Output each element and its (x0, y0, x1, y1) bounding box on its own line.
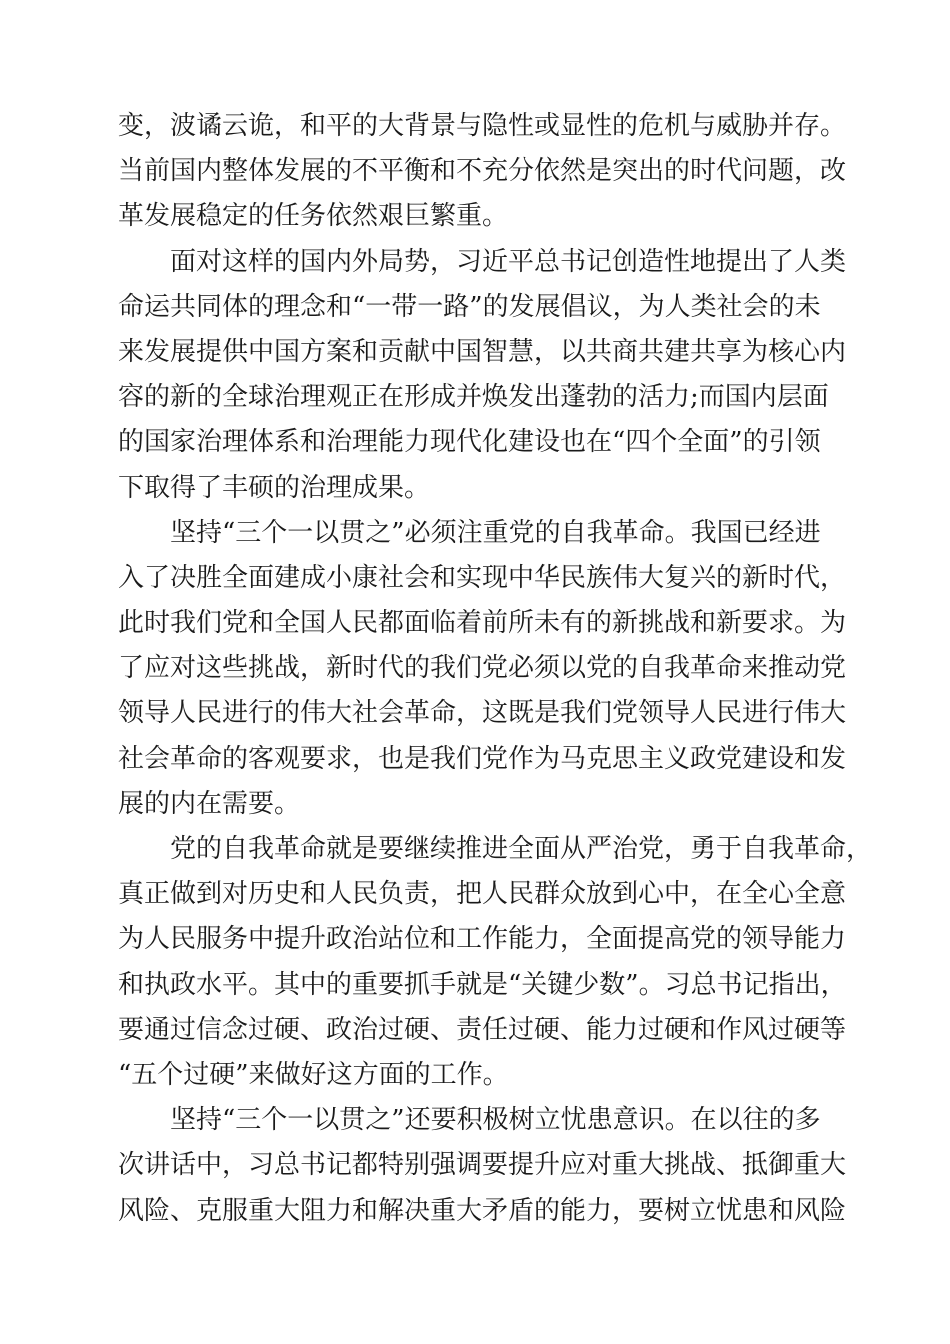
paragraph-5 (118, 1098, 847, 1234)
text-line: 真正做到对历史和人民负责，把人民群众放到心中，在全心全意 (118, 879, 847, 910)
text-line: 和执政水平。其中的重要抓手就是“关键少数”。习总书记指出， (118, 969, 847, 1000)
text-line: 来发展提供中国方案和贡献中国智慧，以共商共建共享为核心内 (118, 336, 847, 367)
body-text (118, 104, 873, 1234)
paragraph-3 (118, 511, 847, 827)
text-line: 社会革命的客观要求，也是我们党作为马克思主义政党建设和发 (118, 743, 847, 774)
text-line: 入了决胜全面建成小康社会和实现中华民族伟大复兴的新时代， (118, 562, 847, 593)
text-line: “五个过硬”来做好这方面的工作。 (118, 1059, 509, 1090)
text-line: 此时我们党和全国人民都面临着前所未有的新挑战和新要求。为 (118, 608, 847, 639)
text-line: 当前国内整体发展的不平衡和不充分依然是突出的时代问题，改 (118, 156, 847, 187)
paragraph-4 (118, 827, 873, 1098)
text-line: 展的内在需要。 (118, 788, 301, 819)
text-line: 为人民服务中提升政治站位和工作能力，全面提高党的领导能力 (118, 924, 847, 955)
text-line: 容的新的全球治理观正在形成并焕发出蓬勃的活力;而国内层面 (118, 382, 829, 413)
text-line: 次讲话中，习总书记都特别强调要提升应对重大挑战、抵御重大 (118, 1150, 847, 1181)
text-line: 党的自我革命就是要继续推进全面从严治党，勇于自我革命， (170, 834, 873, 864)
text-line: 命运共同体的理念和“一带一路”的发展倡议，为人类社会的未 (118, 291, 821, 322)
text-line: 要通过信念过硬、政治过硬、责任过硬、能力过硬和作风过硬等 (118, 1014, 847, 1045)
paragraph-2 (118, 240, 847, 511)
text-line: 的国家治理体系和治理能力现代化建设也在“四个全面”的引领 (118, 427, 821, 458)
text-line: 坚持“三个一以贯之”还要积极树立忧患意识。在以往的多 (170, 1105, 821, 1136)
text-line: 领导人民进行的伟大社会革命，这既是我们党领导人民进行伟大 (118, 698, 847, 729)
paragraph-1 (118, 104, 847, 240)
text-line: 下取得了丰硕的治理成果。 (118, 472, 431, 503)
text-line: 风险、克服重大阻力和解决重大矛盾的能力，要树立忧患和风险 (118, 1195, 847, 1226)
text-line: 了应对这些挑战，新时代的我们党必须以党的自我革命来推动党 (118, 653, 847, 684)
text-line: 坚持“三个一以贯之”必须注重党的自我革命。我国已经进 (170, 517, 821, 548)
text-line: 面对这样的国内外局势，习近平总书记创造性地提出了人类 (170, 246, 847, 277)
text-line: 革发展稳定的任务依然艰巨繁重。 (118, 201, 509, 232)
text-line: 变，波谲云诡，和平的大背景与隐性或显性的危机与威胁并存。 (118, 111, 847, 141)
